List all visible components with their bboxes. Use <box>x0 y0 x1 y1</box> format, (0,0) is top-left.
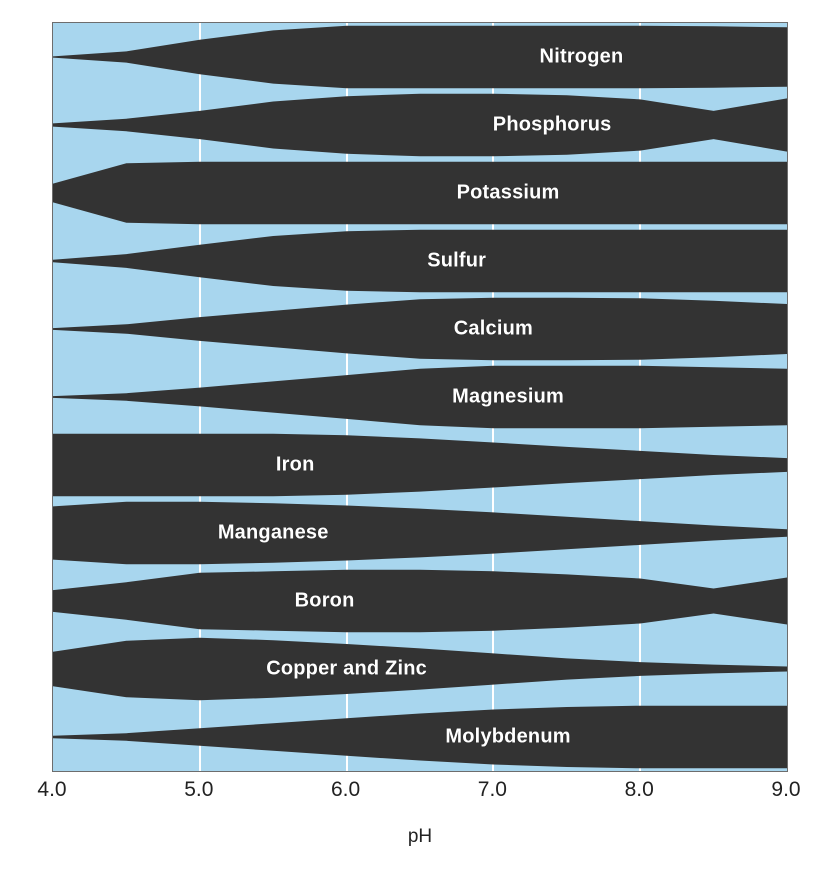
band-shape <box>53 499 787 567</box>
band-nitrogen <box>53 23 787 91</box>
x-tick-7.0: 7.0 <box>477 778 507 801</box>
band-potassium <box>53 159 787 227</box>
band-boron <box>53 567 787 635</box>
x-axis-ticks <box>37 778 801 812</box>
band-label-boron: Boron <box>294 589 355 612</box>
band-manganese <box>53 499 787 567</box>
x-tick-6.0: 6.0 <box>330 778 361 801</box>
band-sulfur <box>53 227 787 295</box>
band-shape <box>53 703 787 771</box>
band-label-manganese: Manganese <box>217 521 329 544</box>
band-label-magnesium: Magnesium <box>452 385 564 408</box>
band-magnesium <box>53 363 787 431</box>
band-label-iron: Iron <box>275 453 315 476</box>
band-label-phosphorus: Phosphorus <box>492 113 612 136</box>
band-label-calcium: Calcium <box>453 317 533 340</box>
band-shape <box>53 91 787 159</box>
band-phosphorus <box>53 91 787 159</box>
band-label-copper-and-zinc: Copper and Zinc <box>266 657 427 680</box>
band-shape <box>53 23 787 91</box>
band-iron <box>53 431 787 499</box>
band-molybdenum <box>53 703 787 771</box>
band-label-molybdenum: Molybdenum <box>445 725 571 748</box>
band-shape <box>53 363 787 431</box>
band-shape <box>53 159 787 227</box>
band-label-potassium: Potassium <box>456 181 560 204</box>
x-tick-9.0: 9.0 <box>771 778 801 801</box>
band-shape <box>53 295 787 363</box>
band-shape <box>53 431 787 499</box>
chart-plot-area <box>52 22 788 772</box>
x-tick-5.0: 5.0 <box>184 778 214 801</box>
x-axis-title: pH <box>407 826 433 847</box>
x-tick-4.0: 4.0 <box>37 778 67 801</box>
nutrient-bands <box>53 23 787 771</box>
x-tick-8.0: 8.0 <box>624 778 654 801</box>
band-shape <box>53 567 787 635</box>
band-label-nitrogen: Nitrogen <box>539 45 624 68</box>
band-shape <box>53 227 787 295</box>
band-label-sulfur: Sulfur <box>427 249 487 272</box>
band-calcium <box>53 295 787 363</box>
